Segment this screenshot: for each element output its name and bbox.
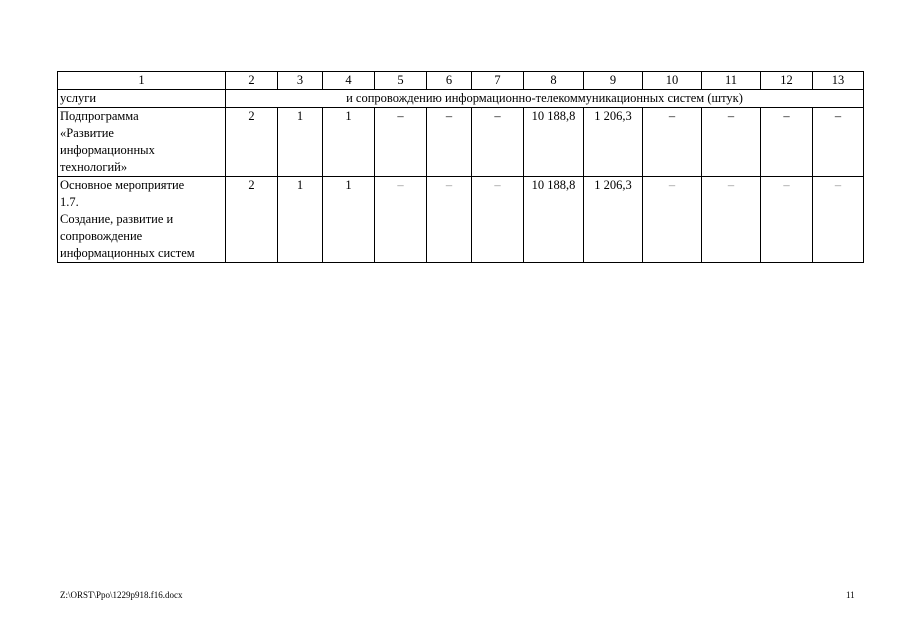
value-cell: – xyxy=(761,177,813,263)
name-line: 1.7. xyxy=(60,195,79,209)
column-number: 10 xyxy=(643,72,702,90)
data-table xyxy=(57,71,864,263)
value-cell: 1 206,3 xyxy=(584,108,643,177)
row-name-cell xyxy=(58,177,226,263)
row-name-cell xyxy=(58,108,226,177)
value-cell: 1 xyxy=(323,108,375,177)
value-cell: 1 xyxy=(278,177,323,263)
value-cell: – xyxy=(813,177,864,263)
name-line: сопровождение xyxy=(60,229,143,243)
name-line: «Развитие xyxy=(60,126,114,140)
name-line: технологий» xyxy=(60,160,128,174)
name-line: информационных систем xyxy=(60,246,195,260)
table-row xyxy=(58,108,864,177)
column-number: 9 xyxy=(584,72,643,90)
value-cell: 10 188,8 xyxy=(524,108,584,177)
header-row xyxy=(58,72,864,90)
value-cell: – xyxy=(702,177,761,263)
column-number: 6 xyxy=(427,72,472,90)
value-cell: 1 xyxy=(278,108,323,177)
value-cell: – xyxy=(643,177,702,263)
column-number: 2 xyxy=(226,72,278,90)
value-cell: 10 188,8 xyxy=(524,177,584,263)
column-number: 8 xyxy=(524,72,584,90)
page-number: 11 xyxy=(846,590,855,600)
column-number: 1 xyxy=(58,72,226,90)
value-cell: – xyxy=(472,108,524,177)
column-number: 4 xyxy=(323,72,375,90)
value-cell: – xyxy=(702,108,761,177)
value-cell: 1 206,3 xyxy=(584,177,643,263)
column-number: 5 xyxy=(375,72,427,90)
name-line: Подпрограмма xyxy=(60,109,139,123)
continuation-row xyxy=(58,90,864,108)
column-number: 3 xyxy=(278,72,323,90)
value-cell: – xyxy=(643,108,702,177)
value-cell: 2 xyxy=(226,177,278,263)
merged-indicator-cell: и сопровождению информационно-телекоммуникационных систем (штук) xyxy=(226,90,864,108)
column-number: 12 xyxy=(761,72,813,90)
column-number: 7 xyxy=(472,72,524,90)
column-number: 11 xyxy=(702,72,761,90)
value-cell: – xyxy=(813,108,864,177)
value-cell: 1 xyxy=(323,177,375,263)
footer-file-path: Z:\ORST\Ppo\1229p918.f16.docx xyxy=(60,590,183,600)
value-cell: – xyxy=(375,108,427,177)
table-row xyxy=(58,177,864,263)
name-line: информационных xyxy=(60,143,155,157)
value-cell: – xyxy=(427,108,472,177)
value-cell: – xyxy=(375,177,427,263)
value-cell: – xyxy=(472,177,524,263)
value-cell: 2 xyxy=(226,108,278,177)
name-line: Создание, развитие и xyxy=(60,212,174,226)
value-cell: – xyxy=(427,177,472,263)
name-line: Основное мероприятие xyxy=(60,178,185,192)
continuation-cell: услуги xyxy=(58,90,226,108)
value-cell: – xyxy=(761,108,813,177)
column-number: 13 xyxy=(813,72,864,90)
